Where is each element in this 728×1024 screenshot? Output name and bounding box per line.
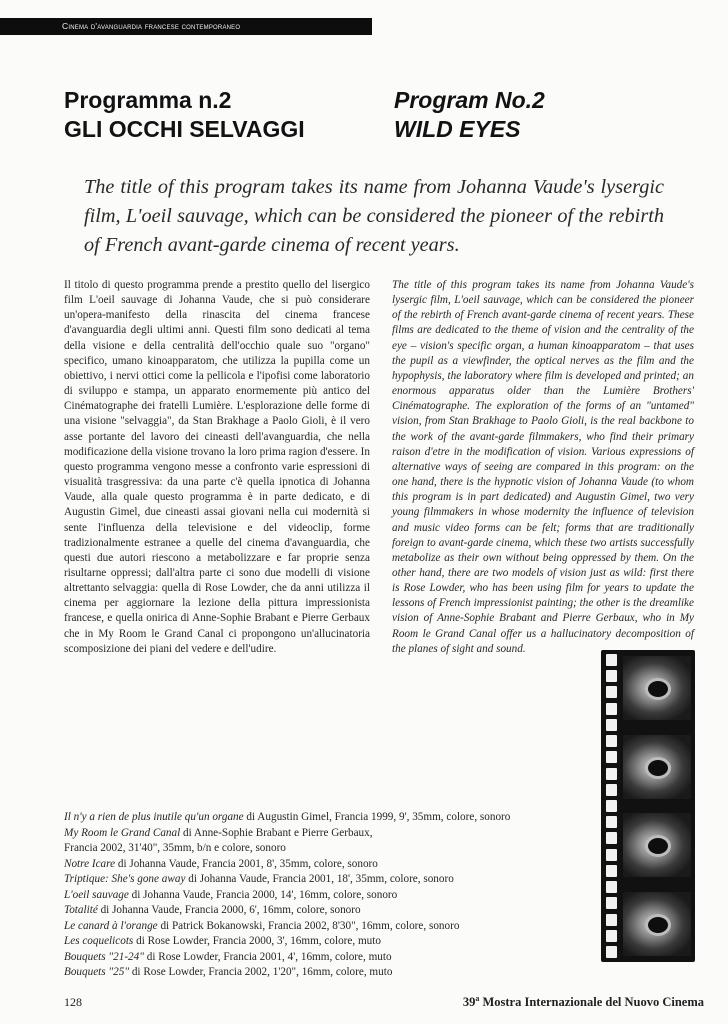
film-title: Totalité <box>64 904 98 916</box>
film-details: di Rose Lowder, Francia 2002, 1'20", 16mm, colore, muto <box>129 966 393 978</box>
film-details: Francia 2002, 31'40", 35mm, b/n e colore, sonoro <box>64 842 286 854</box>
festival-title <box>463 994 704 1010</box>
film-details: di Johanna Vaude, Francia 2001, 8', 35mm, colore, sonoro <box>115 857 378 870</box>
eye-frame <box>623 813 691 877</box>
page-number: 128 <box>64 995 82 1009</box>
body-column-english <box>392 278 694 657</box>
filmography-item <box>64 965 584 981</box>
filmography-item <box>64 872 584 888</box>
title-italian <box>64 86 305 144</box>
film-details: di Rose Lowder, Francia 2001, 4', 16mm, colore, muto <box>143 950 392 963</box>
film-details: di Patrick Bokanowski, Francia 2002, 8'30", 16mm, colore, sonoro <box>157 919 460 932</box>
film-details: di Johanna Vaude, Francia 2001, 18', 35mm, colore, sonoro <box>185 873 454 885</box>
film-title: Bouquets "21-24" <box>64 950 144 963</box>
section-label: Cinema d'avanguardia francese contemporaneo <box>62 21 241 31</box>
eye-frame <box>623 892 691 956</box>
film-frames <box>623 656 691 956</box>
film-title: Triptique: She's gone away <box>64 873 186 885</box>
program-number-it: Programma n.2 <box>64 87 232 113</box>
film-details: di Augustin Gimel, Francia 1999, 9', 35mm, colore, sonoro <box>243 811 511 823</box>
program-name-it: GLI OCCHI SELVAGGI <box>64 116 305 142</box>
film-title: Le canard à l'orange <box>64 919 158 932</box>
film-strip-image <box>601 650 695 962</box>
filmography-item <box>64 810 584 826</box>
filmography-item <box>64 934 584 950</box>
eye-frame <box>623 735 691 799</box>
festival-name: Mostra Internazionale del Nuovo Cinema <box>479 995 704 1010</box>
film-perforations <box>606 654 618 958</box>
body-text-italian: Il titolo di questo programma prende a prestito quello del lisergico film L'oeil sauvage di Johanna Vaude, che si può considerare un'opera-manifesto della rinascita del cinema francese d'avanguardia degli ultimi anni. Questi film sono dedicati al tema della visione e della centralità dell'occhio quale suo "organo" specifico, umano kinoapparatom, che utilizza la pupilla come un obiettivo, i nervi ottici come la pellicola e l'ipofisi come laboratorio di sviluppo e stampa, un apparato enormemente più antico del Cinématographe dei fratelli Lumière. L'esplorazione delle forme di una visione "selvaggia", da Stan Brakhage a Paolo Gioli, è il vero asse portante del lavoro dei cineasti dell'avanguardia, che nella modificazione della visione trovano la loro prima ragion d'essere. In questo programma vengono messe a confronto varie espressioni di visualità trasgressiva: da una parte c'è quella ipnotica di Johanna Vaude, alla quale questo programma è in parte dedicato, e di Augustin Gimel, due cineasti assai giovani nella cui modernità si sente l'influenza della televisione e del videoclip, forme tradizionalmente estranee a quelle del cinema d'avanguardia, che questi due autori riescono a metabolizzare e far proprie senza risultarne oppressi; dall'altra parte ci sono due modelli di visione altrettanto selvaggia: quella di Rose Lowder, che da anni utilizza il cinema per aggiornare la lezione della pittura impressionista francese, e quella onirica di Anne-Sophie Brabant e Pierre Gerbaux che in My Room le Grand Canal ci propongono un'allucinatoria scomposizione dei piani del vedere e dell'udire. <box>64 279 370 655</box>
filmography-item <box>64 903 584 919</box>
film-details: di Rose Lowder, Francia 2000, 3', 16mm, colore, muto <box>133 935 381 947</box>
program-number-en: Program No.2 <box>394 87 545 113</box>
edition-suffix: a <box>475 994 480 1003</box>
filmography-item <box>64 919 584 935</box>
film-title: Bouquets "25" <box>64 966 130 978</box>
filmography-item <box>64 841 584 857</box>
filmography-list <box>64 810 584 981</box>
film-title: L'oeil sauvage <box>64 888 129 901</box>
film-details: di Johanna Vaude, Francia 2000, 14', 16mm, colore, sonoro <box>128 888 398 901</box>
body-column-italian <box>64 278 370 657</box>
film-title: Notre Icare <box>64 857 116 870</box>
edition-number: 39 <box>462 995 476 1010</box>
title-english <box>394 86 545 144</box>
film-title: Les coquelicots <box>64 935 134 947</box>
filmography-item <box>64 888 584 904</box>
filmography-item <box>64 826 584 842</box>
eye-frame <box>623 656 691 720</box>
section-header-bar <box>0 18 372 35</box>
film-details: di Anne-Sophie Brabant e Pierre Gerbaux, <box>180 826 373 839</box>
filmography-item <box>64 857 584 873</box>
film-details: di Johanna Vaude, Francia 2000, 6', 16mm, colore, sonoro <box>97 904 361 916</box>
program-name-en: WILD EYES <box>394 116 521 142</box>
body-text-english: The title of this program takes its name from Johanna Vaude's lysergic film, L'oeil sauvage, which can be considered the pioneer of the rebirth of French avant-garde cinema of recent years. These films are dedicated to the theme of vision and the centrality of the eye – vision's specific organ, a human kinoapparatom – that uses the pupil as a viewfinder, the optical nerves as the film and the hypophysis, the laboratory where film is developed and printed; an enormous apparatus older than the Lumière Brothers' Cinématographe. The exploration of the forms of an "untamed" vision, from Stan Brakhage to Paolo Gioli, is the real backbone to the work of the avant-garde filmmakers, who find their primary raison d'etre in the modification of vision. Various expressions of alternative ways of seeing are compared in this program: on the one hand, there is the hypnotic vision of Johanna Vaude (to whom this program is in part dedicated) and Augustin Gimel, two very young filmmakers in whose modernity the influence of television and music video forms can be felt; forms that are traditionally foreign to avant-garde cinema, which these two artists successfully metabolize as their own without being oppressed by them. On the other hand, there are two models of vision just as wild: first there is Rose Lowder, who has been using film for years to update the lessons of French impressionist painting; the other is the dreamlike vision of Anne-Sophie Brabant and Pierre Gerbaux, who in My Room le Grand Canal offer us a hallucinatory decomposition of the planes of sight and sound. <box>392 279 694 655</box>
filmography-item <box>64 950 584 966</box>
film-title: My Room le Grand Canal <box>64 826 181 839</box>
film-title: Il n'y a rien de plus inutile qu'un organe <box>64 811 244 823</box>
intro-paragraph: The title of this program takes its name from Johanna Vaude's lysergic film, L'oeil sauvage, which can be considered the pioneer of the rebirth of French avant-garde cinema of recent years. <box>84 176 664 256</box>
